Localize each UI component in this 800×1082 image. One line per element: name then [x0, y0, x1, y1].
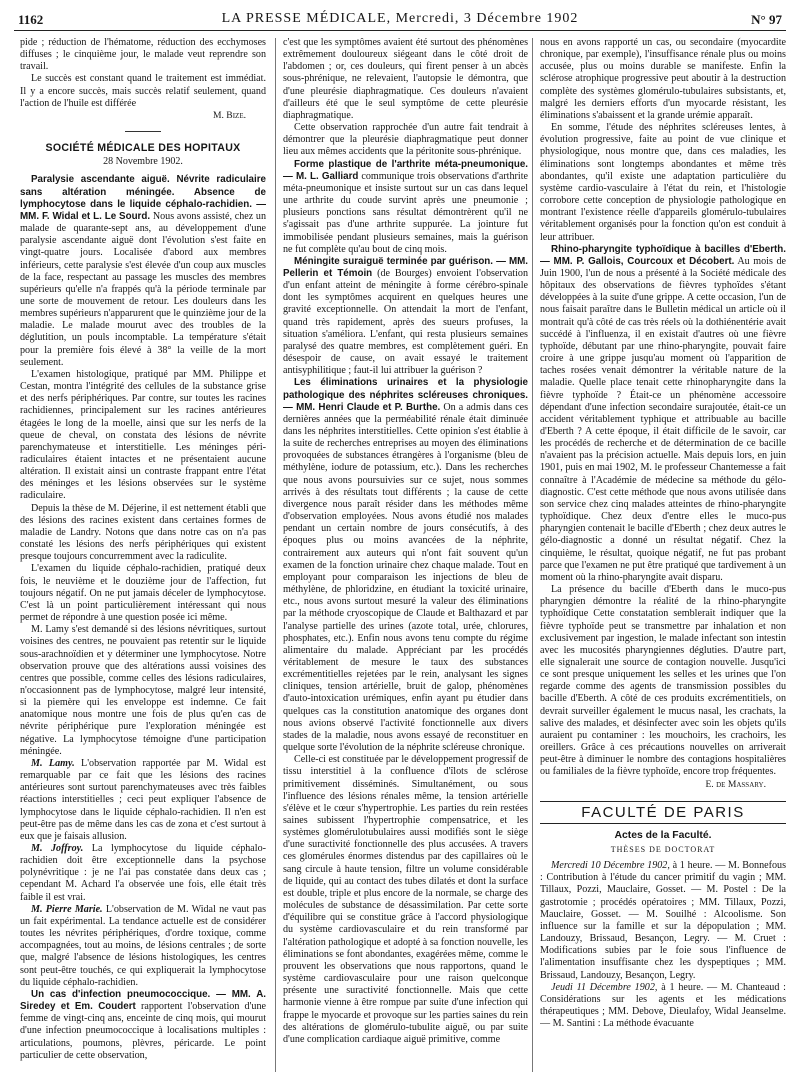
paragraph: nous en avons rapporté un cas, ou secondaire (myocardite chronique, par exemple), l'insuffisance rénale plus ou moins accusée, plus ou moins durable se manifeste. Enfin la sclérose atrophique progressive peut aboutir à la destruction complète des systèmes glomérulo-tubulaires subsistants, et, malgré les derniers efforts d'un myocarde résistant, les éliminations s'abaissent et la grande urémie apparaît.: [540, 37, 786, 121]
column-left: [20, 37, 266, 1077]
faculty-title: FACULTÉ DE PARIS: [581, 803, 745, 821]
article-heading: Les éliminations urinaires et la physiologie pathologique des néphrites scléreuses chroniques. — MM. Henri Claude et P. Burthe.: [283, 377, 528, 413]
article-heading: Méningite suraiguë terminée par guérison. — MM. Pellerin et Témoin: [283, 255, 528, 279]
header-rule: [14, 30, 786, 31]
article-heading: Rhino-pharyngite typhoïdique à bacilles d'Eberth. — MM. P. Gallois, Courcoux et Décobert.: [540, 243, 786, 267]
paragraph: Cette observation rapprochée d'un autre fait tendrait à démontrer que la pleurésie diaphragmatique peut donner lieu aux mêmes accidents que la péritonite sous-phrénique.: [283, 122, 528, 158]
paragraph: L'examen du liquide céphalo-rachidien, pratiqué deux fois, le neuvième et le douzième jour de l'affection, fut toujours négatif. On ne put jamais déceler de lymphocytose. C'est là un point particulièrement intéressant qui nous permet de répondre à une question posée ici même.: [20, 563, 266, 624]
paragraph: M. Pierre Marie. L'observation de M. Widal ne vaut pas un fait expérimental. La tendance actuelle est de considérer toutes les névrites périphériques, d'ordre toxique, comme accompagnées, tout au moins, de lésions centrales ; de sorte que, malgré l'absence de lésions histologiques, les centres sont peut-être touchés, ce qui expliquerait la lymphocytose du liquide céphalo-rachidien.: [20, 903, 266, 988]
column-divider: [532, 38, 533, 1072]
article-paragraph: Paralysie ascendante aiguë. Névrite radiculaire sans altération méningée. Absence de lymphocytose dans le liquide céphalo-rachidien. — MM. F. Widal et L. Le Sourd. Nous avons assisté, chez un malade de quarante-sept ans, au développement d'une paralysie ascendante aiguë dont l'évolution s'est faite en vingt-quatre jours. Localisée d'abord aux membres inférieurs, cette paralysie s'est élevée d'un coup aux muscles de la face, respectant au passage les muscles des membres supérieurs qu'elle n'a frappés qu'à la période terminale par une sorte de mouvement de retour. Les douleurs dans les membres supérieurs n'apparurent que le quinzième jour de la maladie. Le malade mourut avec des troubles de la déglutition, un pouls incomptable. La température s'était pour la première fois élevé à 38° la veille de la mort seulement.: [20, 174, 266, 368]
column-divider: [275, 38, 276, 1072]
paragraph: M. Lamy. L'observation rapportée par M. Widal est remarquable par ce fait que les lésions des racines antérieures sont surtout parenchymateuses avec très faibles réactions interstitielles ; ceci peut expliquer l'absence de lymphocytose dans le liquide céphalo-rachidien. Il n'en est peut-être pas de même dans les cas de zona et c'est surtout à eux que je faisais allusion.: [20, 757, 266, 842]
faculty-banner: [540, 801, 786, 824]
column-middle: [283, 37, 528, 1077]
paragraph: L'examen histologique, pratiqué par MM. Philippe et Cestan, montra l'intégrité des cellules de la substance grise et des nerfs périphériques. Par contre, sur toutes les racines rachidiennes, principalement sur les racines antérieures étagées le long de la moelle, ainsi que sur les nerfs de la queue de cheval, on constata des lésions de névrite parenchymateuse et interstitielle. Les méninges péri-radiculaires étaient intactes et ne présentaient aucune altération. Il existait ainsi un contraste frappant entre l'état des méninges et les lésions observées sur le système radiculaire.: [20, 368, 266, 502]
section-title: SOCIÉTÉ MÉDICALE DES HOPITAUX: [45, 142, 241, 155]
paragraph: M. Lamy s'est demandé si des lésions névritiques, surtout voisines des centres, ne pouvaient pas retentir sur le liquide sous-arachnoïdien et y déterminer une lymphocytose. Notre observation prouve que des altérations aussi voisines des centres que possible, comme celles des lésions radiculaires, n'occasionnent pas de lymphocytose, malgré leur intensité, si la piemère qui les enveloppe est indemne. Ce fait anatomique nous montre une fois de plus qu'en cas de névrite périphérique pure l'exploration méningée est négative. La lymphocytose témoigne d'une participation méningée.: [20, 624, 266, 757]
section-date: 28 Novembre 1902.: [103, 156, 183, 168]
paragraph: En somme, l'étude des néphrites scléreuses lentes, à évolution progressive, faite au point de vue clinique et physiologique, nous montre que, dans ces maladies, les éliminations sont longtemps abondantes et même très abondantes, qu'il existe une adaptation particulière du système cardio-vasculaire à l'état du rein, et l'histologie corrobore cette conception de physiologie pathologique en montrant l'existence réelle d'appareils glomérulo-tubulaires véritablement organisés pour la fonction qu'on est conduit à leur attribuer.: [540, 122, 786, 243]
paragraph: La présence du bacille d'Eberth dans le muco-pus pharyngien démontre la réalité de la rhino-pharyngite typhoïdique Cette constatation semblerait indiquer que la fièvre typhoïde peut se transmettre par inhalation et non exclusivement par ingestion, le malade infectant son intestin avec les mucosités pharyngiennes dégluties. D'autre part, elle signalerait une source de contagion nouvelle. Jusqu'ici ce sont presque uniquement les selles et les urines que l'on regarde comme des agents de transmission possibles du bacille d'Eberth. A côté de ces produits excrémentitiels, on devrait surveiller également le mucus nasal, les crachats, la salive des malades, et désinfecter avec soin les objets qu'ils auraient pu contaminer : les mouchoirs, les crachoirs, les oreillers. Grâce à ces précautions nouvelles on arriverait peut-être à diminuer le nombre des contagions hospitalières ou familiales de la fièvre typhoïde, encore trop fréquentes.: [540, 584, 786, 778]
thesis-heading: THÈSES DE DOCTORAT: [610, 845, 716, 854]
paragraph: pide ; réduction de l'hématome, réduction des ecchymoses diffuses ; le cinquième jour, le malade veut reprendre son travail.: [20, 37, 266, 73]
article-paragraph: Les éliminations urinaires et la physiologie pathologique des néphrites scléreuses chroniques. — MM. Henri Claude et P. Burthe. On a admis dans ces dernières années que la perméabilité rénale était diminuée dans les néphrites interstitielles. Cette opinion s'est établie à la suite de recherches entreprises au moyen des éliminations provoquées de substances étrangères à l'organisme (bleu de méthylène, iodure de potassium, etc.). Dans les recherches que nous avons poursuivies sur ce sujet, nous sommes arrivés à des résultats tout différents ; la cause de cette divergence nous paraît résider dans les méthodes même d'observation employées. Nous avons étudié nos malades pendant un certain nombre de jours consécutifs, à des époques plus ou moins avancées de la néphrite, contrairement aux auteurs qui n'ont fait souvent qu'un examen de la fonction urinaire chez chaque malade. Tout en employant pour comparaison les injections de bleu de méthylène, de phloridzine, en étudiant la toxicité urinaire, etc., nous avons surtout mesuré la valeur des éliminations par la méthode cryoscopique de Claude et Balthazard et par l'analyse partielle des urines (azote total, urée, chlorures, phosphates, etc.). Enfin nous avons tenu compte du régime alimentaire du malade. Appréciant par les procédés véritablement de mesure le taux des substances excrémentitielles rejetées par le rein, analysant les signes cliniques, tension artérielle, bruit de galop, phénomènes d'auto-intoxication urémiques, enfin ayant pu étudier dans quelques cas la constitution anatomique des organes dont nous avions observé l'activité fonctionnelle aux divers stades de la maladie, nous avons essayé de reconstituer en quelque sorte l'évolution de la néphrite scléreuse chronique.: [283, 377, 528, 754]
article-paragraph: Forme plastique de l'arthrite méta-pneumonique. — M. L. Galliard communique trois observations d'arthrite méta-pneumonique et insiste surtout sur un cas dans lequel une arthrite du coude survint après une pneumonie ; plusieurs ponctions sans résultat démontrèrent qu'il ne s'agissait pas d'une arthrite suppurée. La jointure fut immobilisée pendant plusieurs semaines, mais la guérison ne fut complète qu'au bout de cinq mois.: [283, 158, 528, 255]
running-title: LA PRESSE MÉDICALE, Mercredi, 3 Décembre 1902: [221, 11, 579, 26]
separator: [125, 131, 161, 132]
paragraph: Jeudi 11 Décembre 1902, à 1 heure. — M. Chanteaud : Considérations sur les agents et les médications thérapeutiques ; MM. Debove, Dieulafoy, Widal Jeanselme. — M. Santini : La méthode évacuante: [540, 981, 786, 1030]
paragraph: M. Joffroy. La lymphocytose du liquide céphalo-rachidien doit être exceptionnelle dans la psychose polynévritique : je ne l'ai pas constatée dans deux cas ; cependant M. Achard l'a observée une fois, elle était très faible il est vrai.: [20, 843, 266, 903]
page-number: 1162: [18, 12, 44, 27]
article-heading: Un cas d'infection pneumococcique. — MM. A. Siredey et Em. Coudert: [20, 988, 266, 1013]
paragraph: Depuis la thèse de M. Déjerine, il est nettement établi que des lésions des racines existent dans certaines formes de maladie de Landry. Notons que dans notre cas on n'a pas constaté les lésions des nerfs périphériques qui existent presque toujours concurremment avec la radiculite.: [20, 502, 266, 563]
faculty-subtitle: Actes de la Faculté.: [614, 829, 712, 841]
paragraph: Celle-ci est constituée par le développement progressif de tissu interstitiel à la confluence d'îlots de sclérose primitivement disséminés. Simultanément, ou sous l'influence des lésions rénales même, la tension artérielle s'élève et le cœur s'hypertrophie. Les parties du rein restées saines subissent l'hypertrophie compensatrice, et les systèmes glomérulotubulaires aussi modifiés sont le siège d'une suractivité fonctionnelle des plus accusées. A travers ces glomérules énormes distendus par des capillaires où le sang circule à haute tension, filtre un volume considérable de liquide, qui au contact des tubes dilatés et dont la surface est double, triple et plus encore de la normale, se charge des molécules de substance de désassimilation. Par cette sorte d'équilibre qui se constitue grâce à l'accord physiologique du système cardiovasculaire et du rein transformé par l'altération pathologique et adopté à sa fonction nouvelle, les éliminations se font abondantes, exagérées même, comme le prouvent les observations que nous rapportons, quand le système cardiovasculaire pour une raison quelconque présente une suractivité fonctionnelle. Mais que cette harmonie vienne à être rompue par suite d'une infection qui frappe le myocarde et provoque sur les parties saines du rein des altérations de glomérulo-tubulite aiguë, ou par suite d'une complication cardiaque aiguë primitive, comme: [283, 754, 528, 1045]
article-paragraph: Rhino-pharyngite typhoïdique à bacilles d'Eberth. — MM. P. Gallois, Courcoux et Décobert. Au mois de Juin 1900, l'un de nous a présenté à la Société médicale des hôpitaux des observations de fièvres typhoïdes s'étant développées à la suite d'une grippe. A cette occasion, l'un de nous faisait paraître dans le Bulletin médical un article où il montrait qu'à côté de cas très réels où la dothiénentérie avait succédé à l'influenza, il en existait d'autres où une fièvre typhoïde, débutant par une rhino-pharyngite, pouvait faire croire à une grippe jusqu'au moment où l'apparition de taches rosées venait démontrer la véritable nature de la maladie. Quelle place tenait cette rhinopharyngite dans la fièvre typhoïde ? Était-ce un phénomène accessoire dépendant d'une infection secondaire surajoutée, était-ce un accident véritablement typhique et attribuable au bacille d'Eberth ? A cette époque, il était difficile de le savoir, car les procédés de recherche et de détermination de ce bacille n'avaient pas la précision actuelle. Mais depuis lors, en juin 1901, puis en mai 1902, M. le professeur Chantemesse a fait connaître à l'Académie de médecine sa méthode du gélo-diagnostic. C'est cette méthode que nous avons utilisée dans son service chez cinq malades atteintes de rhino-pharyngite typhoïdique. Chez deux d'entre elles le muco-pus pharyngien contenait le bacille d'Eberth ; chez deux autres le gélo-diagnostic a donné un résultat négatif. Chez la cinquième, le résultat, quoique négatif, ne fut pas probant parce que l'examen ne put être pratiqué que tardivement à un moment où la rhino-pharyngite avait disparu.: [540, 243, 786, 583]
issue-number: N° 97: [751, 12, 782, 27]
article-paragraph: Méningite suraiguë terminée par guérison. — MM. Pellerin et Témoin (de Bourges) envoient l'observation d'un enfant atteint de méningite à forme cérébro-spinale dont les symptômes acquirent en quelques heures une gravité exceptionnelle. On attendait la mort de l'enfant, quand très rapidement, après des sueurs profuses, la situation s'améliora. L'enfant, qui resta plusieurs semaines paralysé des quatre membres, est complètement guéri. En désespoir de cause, on avait essayé le traitement antisyphilitique ; faut-il lui attribuer la guérison ?: [283, 255, 528, 377]
article-heading: Forme plastique de l'arthrite méta-pneumonique. — M. L. Galliard: [283, 158, 528, 182]
article-paragraph: Un cas d'infection pneumococcique. — MM. A. Siredey et Em. Coudert rapportent l'observation d'une femme de vingt-cinq ans, enceinte de cinq mois, qui mourut d'une infection pneumococcique à localisations multiples : articulations, poumons, plèvres, péricarde. Le point particulier de cette observation,: [20, 988, 266, 1061]
paragraph: c'est que les symptômes avaient été surtout des phénomènes extrêmement douloureux siégeant dans le côté droit de l'abdomen ; or, ces douleurs, qui firent penser à un abcès sous-phrénique, ne relevaient, l'autopsie le démontra, que d'une pleurésie diaphragmatique. Ces douleurs n'avaient d'ailleurs été que le seul symptôme de cette pleurésie diaphragmatique.: [283, 37, 528, 121]
article-heading: Paralysie ascendante aiguë. Névrite radiculaire sans altération méningée. Absence de lymphocytose dans le liquide céphalo-rachidien. — MM. F. Widal et L. Le Sourd.: [20, 174, 266, 222]
column-right: [540, 37, 786, 1077]
paragraph: Le succès est constant quand le traitement est immédiat. Il y a encore succès, mais succès relatif seulement, quand l'action de l'huile est différée: [20, 73, 266, 109]
signature: M. Bize.: [212, 109, 246, 121]
signature: E. de Massary.: [705, 778, 766, 790]
paragraph: Mercredi 10 Décembre 1902, à 1 heure. — M. Bonnefous : Contribution à l'étude du cancer primitif du vagin ; MM. Tillaux, Pozzi, Mauclaire, Gosset. — M. Postel : De la gastrotomie ; procédés opératoires ; MM. Tillaux, Pozzi, Mauclaire, Gosset. — M. Souilhé : Alcoolisme. Son influence sur la famille et sur la dépopulation ; MM. Landouzy, Brissaud, Besançon, Legry. — M. Cruet : Modifications subies par le foie sous l'influence de l'alimentation insuffisante chez les dyspeptiques ; MM. Brissaud, Landouzy, Besançon, Legry.: [540, 860, 786, 981]
